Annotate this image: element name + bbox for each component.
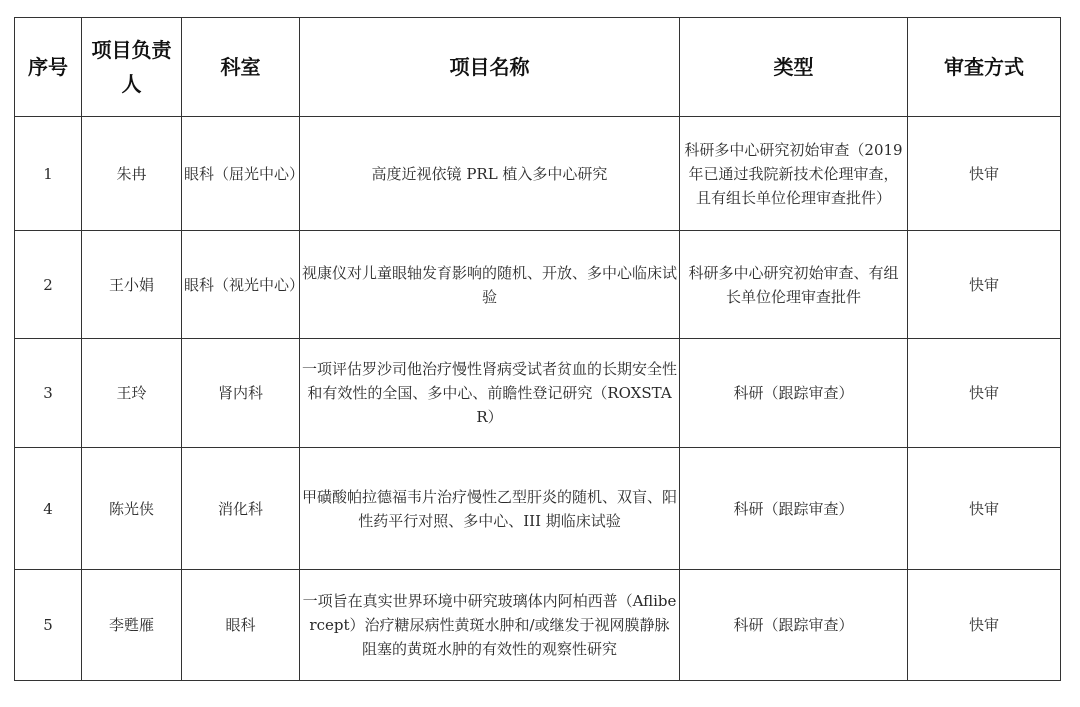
cell-type: 科研（跟踪审查） — [680, 570, 908, 681]
table-row — [15, 117, 1061, 231]
table-row — [15, 339, 1061, 448]
cell-leader: 王小娟 — [82, 231, 182, 339]
cell-project-name: 甲磺酸帕拉德福韦片治疗慢性乙型肝炎的随机、双盲、阳性药平行对照、多中心、III 期临床试验 — [300, 448, 680, 570]
cell-no: 5 — [15, 570, 82, 681]
cell-leader: 李甦雁 — [82, 570, 182, 681]
cell-leader: 王玲 — [82, 339, 182, 448]
cell-review-method: 快审 — [908, 570, 1061, 681]
cell-review-method: 快审 — [908, 339, 1061, 448]
cell-dept: 眼科（视光中心） — [182, 231, 300, 339]
cell-dept: 肾内科 — [182, 339, 300, 448]
project-review-table — [14, 17, 1061, 681]
table-row — [15, 448, 1061, 570]
col-header-review-method: 审查方式 — [908, 18, 1061, 117]
cell-leader: 朱冉 — [82, 117, 182, 231]
col-header-type: 类型 — [680, 18, 908, 117]
cell-review-method: 快审 — [908, 448, 1061, 570]
cell-no: 2 — [15, 231, 82, 339]
col-header-dept: 科室 — [182, 18, 300, 117]
cell-no: 1 — [15, 117, 82, 231]
cell-no: 3 — [15, 339, 82, 448]
cell-no: 4 — [15, 448, 82, 570]
cell-dept: 眼科（屈光中心） — [182, 117, 300, 231]
cell-type: 科研（跟踪审查） — [680, 339, 908, 448]
header-row — [15, 18, 1061, 117]
cell-dept: 消化科 — [182, 448, 300, 570]
cell-project-name: 高度近视依镜 PRL 植入多中心研究 — [300, 117, 680, 231]
cell-review-method: 快审 — [908, 231, 1061, 339]
cell-type: 科研多中心研究初始审查（2019 年已通过我院新技术伦理审查，且有组长单位伦理审查批件） — [680, 117, 908, 231]
table-row — [15, 570, 1061, 681]
cell-project-name: 视康仪对儿童眼轴发育影响的随机、开放、多中心临床试验 — [300, 231, 680, 339]
col-header-leader: 项目负责人 — [82, 18, 182, 117]
cell-type: 科研多中心研究初始审查、有组长单位伦理审查批件 — [680, 231, 908, 339]
cell-dept: 眼科 — [182, 570, 300, 681]
cell-type: 科研（跟踪审查） — [680, 448, 908, 570]
col-header-project-name: 项目名称 — [300, 18, 680, 117]
cell-project-name: 一项评估罗沙司他治疗慢性肾病受试者贫血的长期安全性和有效性的全国、多中心、前瞻性登记研究（ROXSTAR） — [300, 339, 680, 448]
cell-project-name: 一项旨在真实世界环境中研究玻璃体内阿柏西普（Aflibercept）治疗糖尿病性黄斑水肿和/或继发于视网膜静脉阻塞的黄斑水肿的有效性的观察性研究 — [300, 570, 680, 681]
col-header-no: 序号 — [15, 18, 82, 117]
cell-leader: 陈光侠 — [82, 448, 182, 570]
table-row — [15, 231, 1061, 339]
cell-review-method: 快审 — [908, 117, 1061, 231]
